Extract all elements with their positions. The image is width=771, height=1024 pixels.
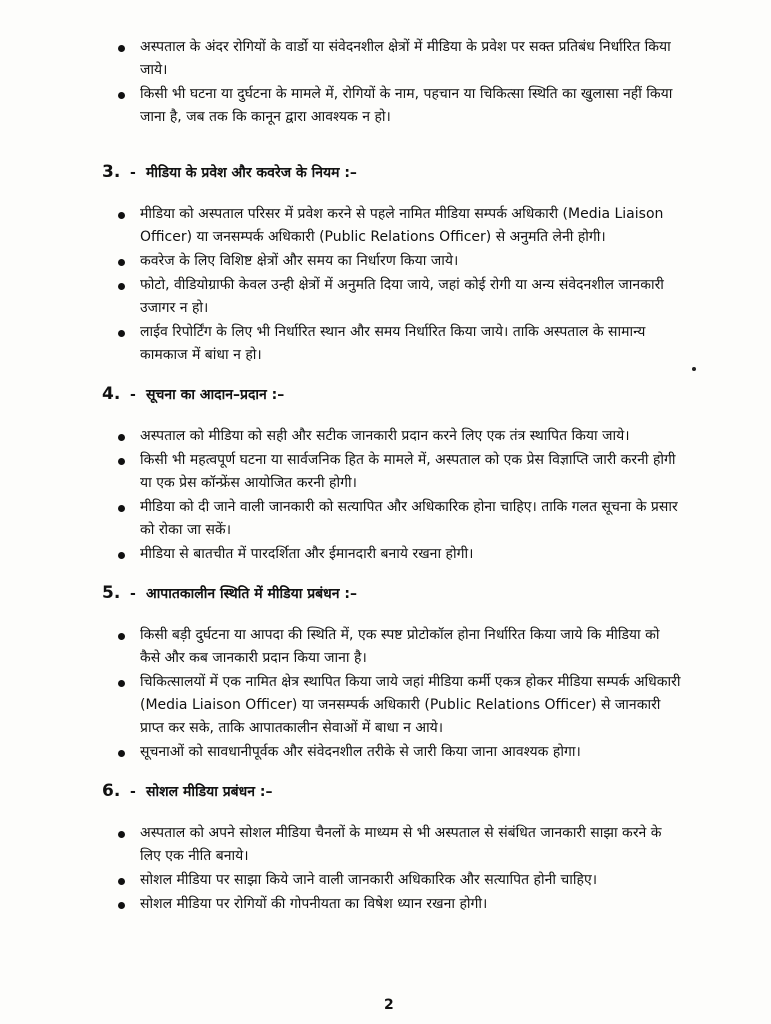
list-item: मीडिया को अस्पताल परिसर में प्रवेश करने से पहले नामित मीडिया सम्पर्क अधिकारी (Media Liaison Officer) या जनसम्पर्क अधिकारी (Public Relations Officer) से अनुमति लेनी होगी। [102,203,682,249]
section-heading-4 [102,382,682,407]
list-item: सोशल मीडिया पर रोगियों की गोपनीयता का विषेश ध्यान रखना होगी। [102,893,682,916]
section-title: मीडिया के प्रवेश और कवरेज के नियम :– [146,165,357,181]
section-title: सोशल मीडिया प्रबंधन :– [146,784,273,800]
list-item: फोटो, वीडियोग्राफी केवल उन्ही क्षेत्रों में अनुमति दिया जाये, जहां कोई रोगी या अन्य संवेदनशील जानकारी उजागर न हो। [102,274,682,320]
list-item: चिकित्सालयों में एक नामित क्षेत्र स्थापित किया जाये जहां मीडिया कर्मी एकत्र होकर मीडिया सम्पर्क अधिकारी (Media Liaison Officer) या जनसम्पर्क अधिकारी (Public Relations Officer) से जानकारी प्राप्त कर सके, ताकि आपातकालीन सेवाओं में बाधा न आये। [102,671,682,740]
section-number: 6. [102,781,121,801]
list-item: सोशल मीडिया पर साझा किये जाने वाली जानकारी अधिकारिक और सत्यापित होनी चाहिए। [102,869,682,892]
section-dash: - [130,586,136,602]
list-item: अस्पताल को मीडिया को सही और सटीक जानकारी प्रदान करने लिए एक तंत्र स्थापित किया जाये। [102,425,682,448]
list-item: मीडिया से बातचीत में पारदर्शिता और ईमानदारी बनाये रखना होगी। [102,543,682,566]
list-item: किसी भी महत्वपूर्ण घटना या सार्वजनिक हित के मामले में, अस्पताल को एक प्रेस विज्ञाप्ति जारी करनी होगी या एक प्रेस कॉन्फ्रेंस आयोजित करनी होगी। [102,449,682,495]
section-dash: - [130,387,136,403]
section-number: 3. [102,162,121,182]
list-item: लाईव रिपोर्टिंग के लिए भी निर्धारित स्थान और समय निर्धारित किया जाये। ताकि अस्पताल के सामान्य कामकाज में बांधा न हो। [102,321,682,367]
section-title: सूचना का आदान–प्रदान :– [146,387,285,403]
stray-mark [692,367,696,371]
list-item: किसी बड़ी दुर्घटना या आपदा की स्थिति में, एक स्पष्ट प्रोटोकॉल होना निर्धारित किया जाये कि मीडिया को कैसे और कब जानकारी प्रदान किया जाना है। [102,624,682,670]
list-item: किसी भी घटना या दुर्घटना के मामले में, रोगियों के नाम, पहचान या चिकित्सा स्थिति का खुलासा नहीं किया जाना है, जब तक कि कानून द्वारा आवश्यक न हो। [102,83,682,129]
section-number: 5. [102,583,121,603]
section-6-list [102,822,682,916]
list-item: मीडिया को दी जाने वाली जानकारी को सत्यापित और अधिकारिक होना चाहिए। ताकि गलत सूचना के प्रसार को रोका जा सकें। [102,496,682,542]
section-4-list [102,425,682,566]
intro-list [102,36,682,129]
page-number: 2 [384,997,394,1013]
list-item: अस्पताल के अंदर रोगियों के वार्डो या संवेदनशील क्षेत्रों में मीडिया के प्रवेश पर सक्त प्रतिबंध निर्धारित किया जाये। [102,36,682,82]
document-body [102,36,682,917]
section-heading-6 [102,779,682,804]
list-item: सूचनाओं को सावधानीपूर्वक और संवेदनशील तरीके से जारी किया जाना आवश्यक होगा। [102,741,682,764]
list-item: अस्पताल को अपने सोशल मीडिया चैनलों के माध्यम से भी अस्पताल से संबंधित जानकारी साझा करने के लिए एक नीति बनाये। [102,822,682,868]
section-heading-3 [102,160,682,185]
section-heading-5 [102,581,682,606]
section-5-list [102,624,682,764]
section-3-list [102,203,682,367]
section-dash: - [130,784,136,800]
section-dash: - [130,165,136,181]
section-title: आपातकालीन स्थिति में मीडिया प्रबंधन :– [146,586,358,602]
section-number: 4. [102,384,121,404]
list-item: कवरेज के लिए विशिष्ट क्षेत्रों और समय का निर्धारण किया जाये। [102,250,682,273]
